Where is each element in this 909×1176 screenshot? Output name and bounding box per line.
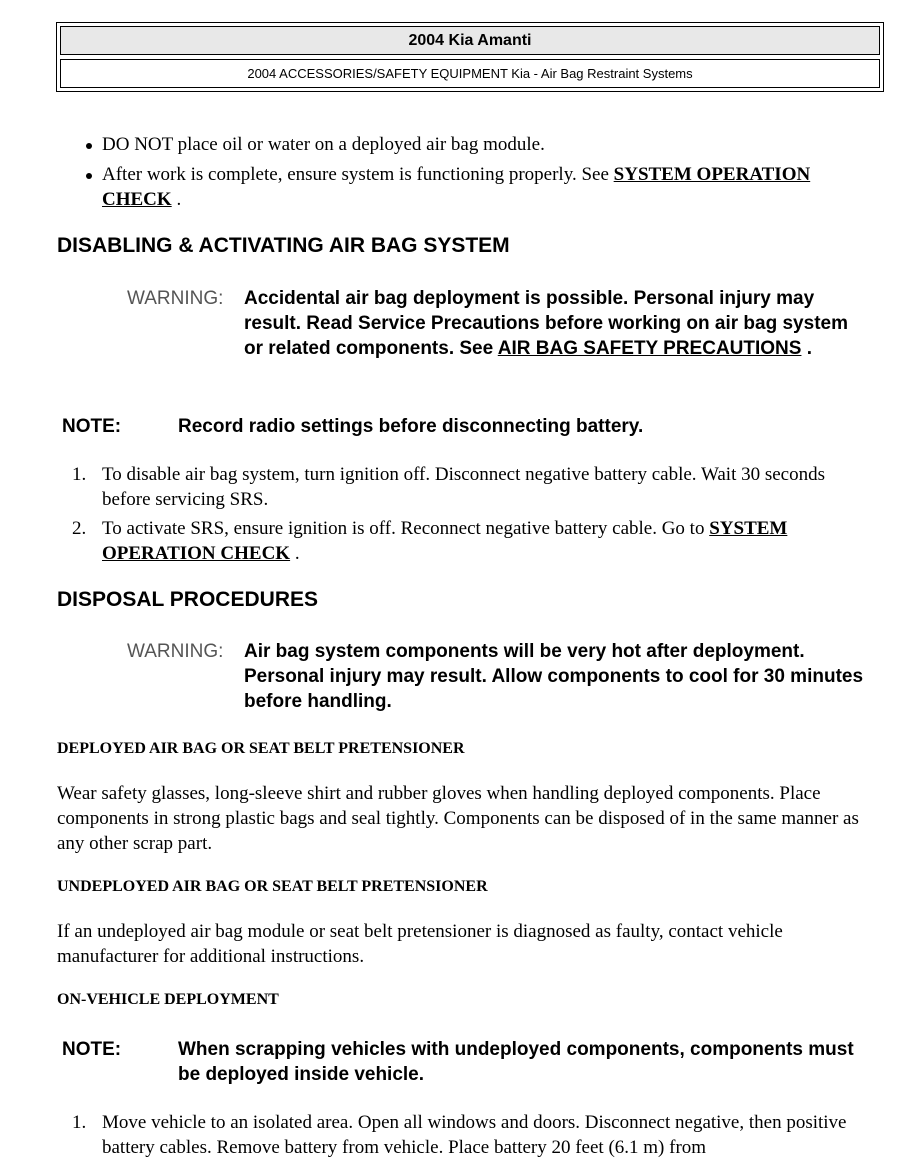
step-number: 2. — [72, 518, 87, 539]
deployment-steps — [60, 1110, 870, 1164]
step-text-end: . — [290, 543, 300, 564]
note-label: NOTE: — [62, 1039, 122, 1060]
system-operation-check-link[interactable]: SYSTEM OPERATION CHECK — [102, 164, 811, 210]
note-text: When scrapping vehicles with undeployed components, components must be deployed inside vehicle. — [178, 1039, 854, 1085]
warning-label: WARNING: — [127, 641, 224, 662]
list-item — [60, 1110, 870, 1160]
subheading-on-vehicle: ON-VEHICLE DEPLOYMENT — [57, 991, 279, 1008]
warning-text: Air bag system components will be very hot after deployment. Personal injury may result. Allow components to cool for 30 minutes before handling. — [244, 641, 864, 712]
disable-activate-steps — [60, 462, 870, 570]
step-text: To disable air bag system, turn ignition off. Disconnect negative battery cable. Wait 30 seconds before servicing SRS. — [102, 464, 826, 510]
paragraph-undeployed: If an undeployed air bag module or seat belt pretensioner is diagnosed as faulty, contact vehicle manufacturer for additional instructions. — [57, 921, 783, 967]
document-header — [56, 22, 884, 92]
list-item — [76, 132, 876, 157]
system-operation-check-link[interactable]: SYSTEM OPERATION CHECK — [102, 518, 788, 564]
warning-block — [127, 286, 867, 361]
bullet-icon — [86, 173, 92, 179]
section-heading-disposal: DISPOSAL PROCEDURES — [57, 588, 318, 611]
warning-text — [244, 286, 867, 361]
section-heading-disabling: DISABLING & ACTIVATING AIR BAG SYSTEM — [57, 234, 510, 257]
document-subtitle: 2004 ACCESSORIES/SAFETY EQUIPMENT Kia - Air Bag Restraint Systems — [60, 59, 880, 88]
list-item — [60, 516, 870, 566]
warning-label: WARNING: — [127, 288, 224, 309]
note-label: NOTE: — [62, 416, 122, 437]
bullet-text: After work is complete, ensure system is functioning properly. See — [102, 164, 614, 185]
list-item — [60, 462, 870, 512]
note-text: Record radio settings before disconnecting battery. — [178, 416, 644, 437]
warning-block — [127, 639, 867, 714]
paragraph-deployed: Wear safety glasses, long-sleeve shirt and rubber gloves when handling deployed components. Place components in strong plastic bags and seal tightly. Components can be disposed of in the same manner as any other scrap part. — [57, 783, 859, 854]
subheading-undeployed: UNDEPLOYED AIR BAG OR SEAT BELT PRETENSIONER — [57, 878, 488, 895]
list-item — [76, 162, 876, 212]
note-block — [62, 414, 862, 439]
warning-end: . — [801, 338, 813, 359]
bullet-text: DO NOT place oil or water on a deployed air bag module. — [102, 134, 545, 155]
precaution-bullets — [76, 132, 876, 217]
warning-body: Accidental air bag deployment is possible. Personal injury may result. Read Service Precautions before working on air bag system or related components. See — [244, 288, 848, 359]
document-title: 2004 Kia Amanti — [60, 26, 880, 55]
step-number: 1. — [72, 464, 87, 485]
step-text: Move vehicle to an isolated area. Open all windows and doors. Disconnect negative, then positive battery cables. Remove battery from vehicle. Place battery 20 feet (6.1 m) from — [102, 1112, 847, 1158]
air-bag-safety-precautions-link[interactable]: AIR BAG SAFETY PRECAUTIONS — [497, 338, 802, 359]
bullet-icon — [86, 143, 92, 149]
step-number: 1. — [72, 1112, 87, 1133]
bullet-text-end: . — [171, 189, 182, 210]
step-text: To activate SRS, ensure ignition is off. Reconnect negative battery cable. Go to — [102, 518, 710, 539]
subheading-deployed: DEPLOYED AIR BAG OR SEAT BELT PRETENSIONER — [57, 740, 465, 757]
note-block — [62, 1037, 862, 1087]
